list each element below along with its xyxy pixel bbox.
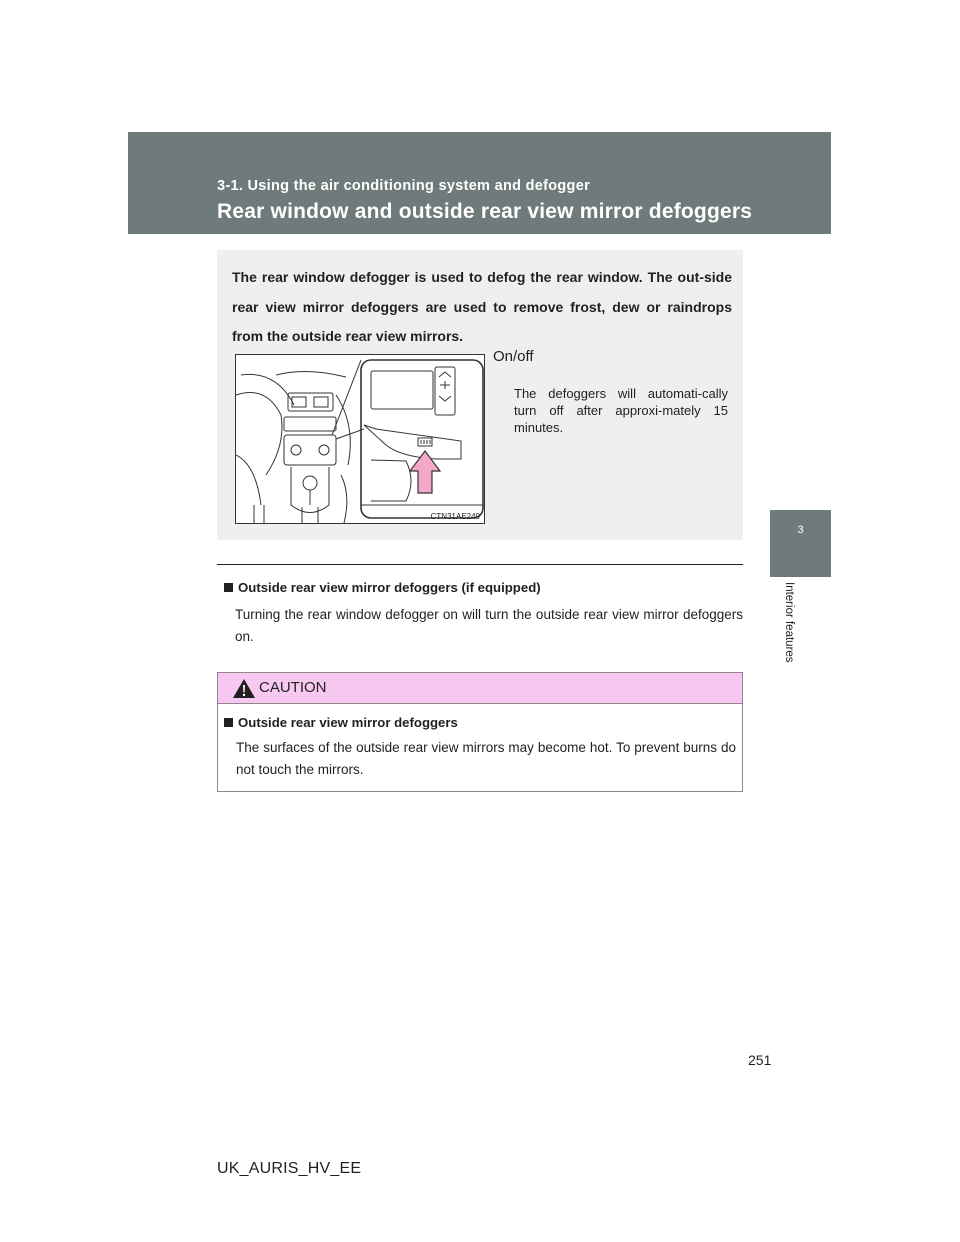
dashboard-drawing bbox=[236, 355, 485, 524]
caution-header bbox=[218, 673, 742, 704]
warning-triangle-icon bbox=[232, 678, 256, 699]
onoff-description: The defoggers will automati-cally turn off after approxi-mately 15 minutes. bbox=[514, 386, 728, 435]
mirror-defogger-body: Turning the rear window defogger on will turn the outside rear view mirror defoggers on. bbox=[235, 607, 743, 644]
section-divider bbox=[217, 564, 743, 565]
pointer-arrow bbox=[410, 451, 440, 493]
figure-code: CTN31AE240 bbox=[430, 512, 480, 521]
caution-body: The surfaces of the outside rear view mirrors may become hot. To prevent burns do not touch the mirrors. bbox=[236, 740, 736, 777]
defogger-switch-illustration bbox=[235, 354, 485, 524]
caution-title: CAUTION bbox=[259, 679, 327, 696]
intro-text: The rear window defogger is used to defog the rear window. The out-side rear view mirror defoggers are used to remove frost, dew or raindrops from the outside rear view mirrors. bbox=[232, 269, 732, 344]
square-bullet-icon bbox=[224, 718, 233, 727]
caution-heading-text: Outside rear view mirror defoggers bbox=[238, 715, 458, 730]
onoff-label: On/off bbox=[493, 348, 534, 365]
mirror-defogger-heading-text: Outside rear view mirror defoggers (if equipped) bbox=[238, 580, 541, 595]
caution-box bbox=[217, 672, 743, 792]
chapter-title: Interior features bbox=[783, 582, 795, 663]
mirror-defogger-heading bbox=[224, 580, 541, 595]
caution-heading bbox=[224, 715, 458, 730]
page-number: 251 bbox=[748, 1052, 772, 1068]
section-label: 3-1. Using the air conditioning system and defogger bbox=[217, 178, 591, 194]
page-heading: Rear window and outside rear view mirror defoggers bbox=[217, 200, 753, 223]
chapter-number: 3 bbox=[797, 524, 804, 536]
square-bullet-icon bbox=[224, 583, 233, 592]
intro-box bbox=[217, 250, 743, 540]
chapter-tab[interactable] bbox=[770, 510, 831, 577]
document-id: UK_AURIS_HV_EE bbox=[217, 1160, 362, 1177]
